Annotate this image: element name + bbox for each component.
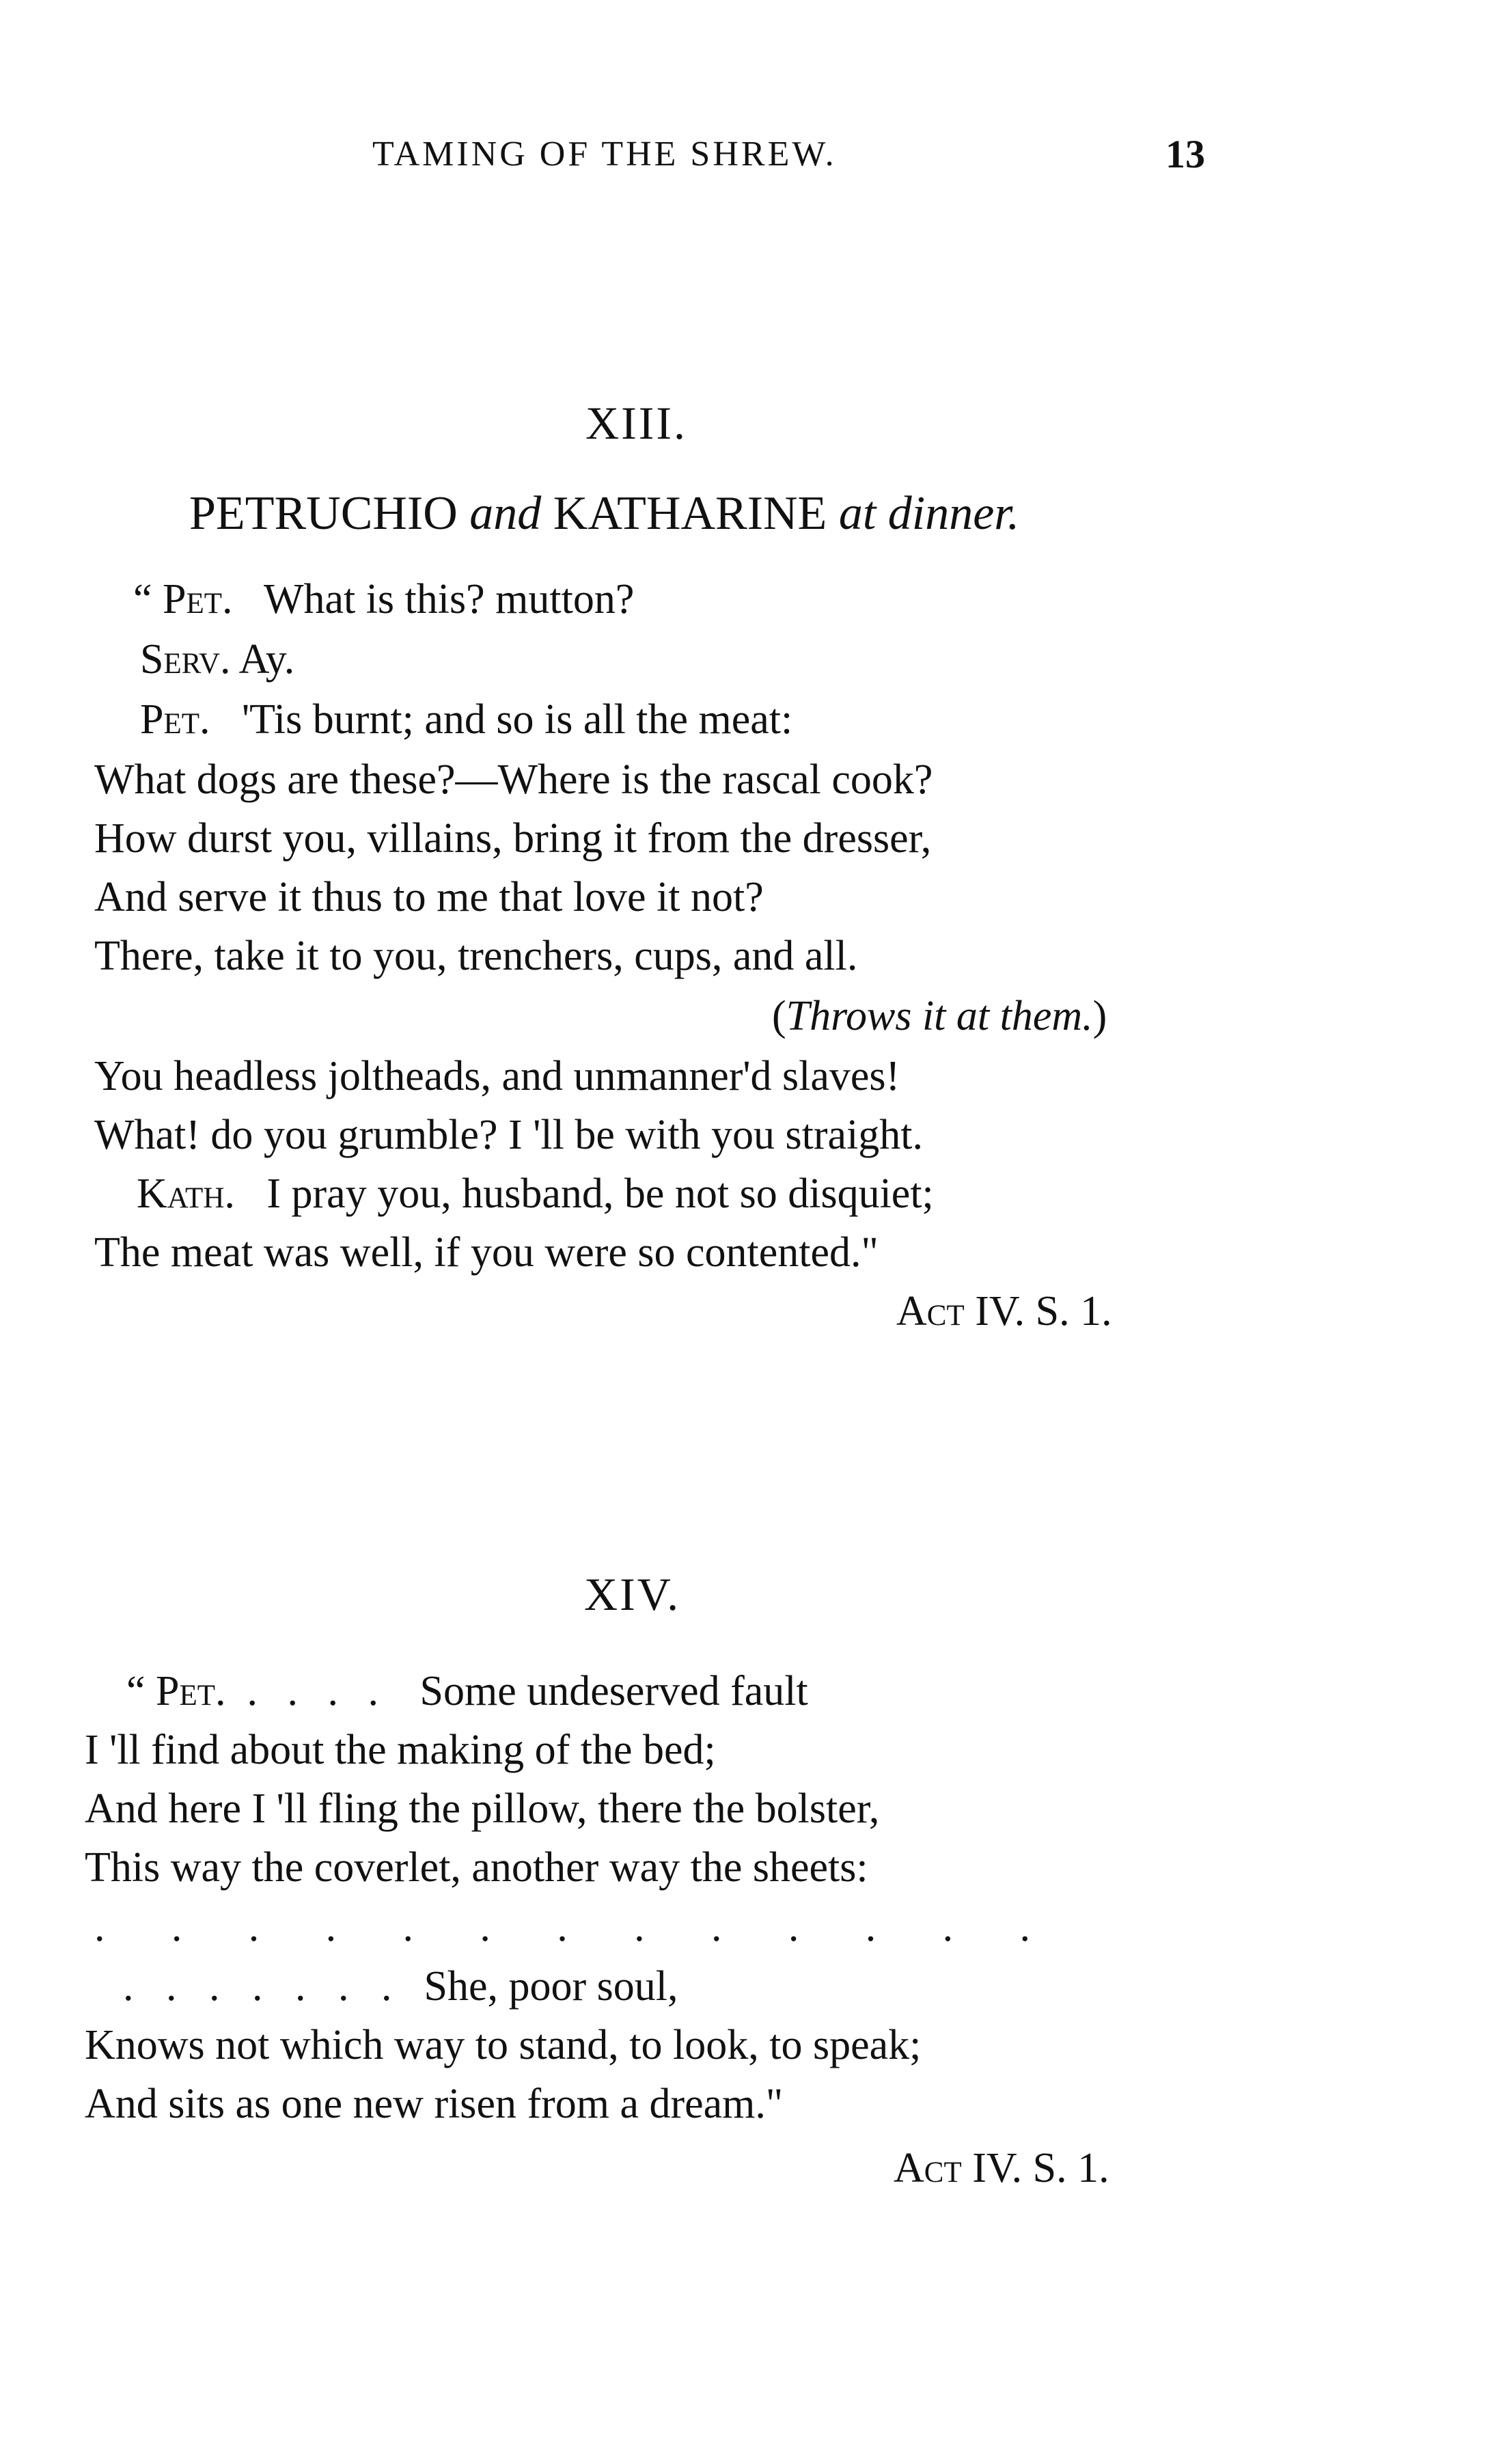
speaker-name: Kath. [137, 1171, 235, 1217]
verse-line: “ Pet. . . . . Some undeserved fault [126, 1668, 808, 1714]
citation-act: Act [896, 1288, 965, 1334]
running-head: TAMING OF THE SHREW. [372, 135, 837, 174]
act-scene-citation [896, 1287, 1112, 1336]
verse-line: What! do you grumble? I 'll be with you straight. [94, 1112, 924, 1158]
verse-line: And here I 'll fling the pillow, there the bolster, [85, 1785, 880, 1832]
ellipsis-dot: . [788, 1904, 799, 1950]
heading-name: PETRUCHIO [189, 487, 458, 540]
ellipsis-dot: . [557, 1904, 568, 1950]
ellipsis-dot: . [1019, 1904, 1030, 1950]
speaker-name: Serv. [140, 636, 231, 683]
ellipsis-dot: . [94, 1904, 105, 1950]
verse-line [140, 696, 792, 744]
line-text: I pray you, husband, be not so disquiet; [266, 1171, 934, 1217]
heading-name: KATHARINE [553, 487, 827, 540]
stage-direction-text: Throws it at them. [786, 993, 1093, 1039]
line-text: Ay. [238, 636, 295, 683]
verse-line: There, take it to you, trenchers, cups, and all. [94, 933, 858, 979]
speaker-name: Pet. [156, 1668, 226, 1714]
stage-direction: (Throws it at them.) [772, 993, 1107, 1039]
verse-line [140, 635, 294, 684]
ellipsis: . . . . . . . [123, 1963, 403, 2010]
ellipsis-dot: . [865, 1904, 876, 1950]
ellipsis-dot: . [171, 1904, 182, 1950]
verse-line: You headless joltheads, and unmanner'd slaves! [94, 1053, 900, 1099]
line-text: She, poor soul, [424, 1963, 678, 2010]
ellipsis: . . . . [247, 1668, 389, 1714]
verse-line: And sits as one new risen from a dream." [85, 2081, 784, 2127]
citation-scene: IV. S. 1. [972, 2145, 1109, 2191]
verse-line: This way the coverlet, another way the sheets: [85, 1844, 868, 1891]
verse-line: The meat was well, if you were so contented." [94, 1229, 879, 1276]
line-text: Some undeserved fault [419, 1668, 808, 1714]
speaker-name: Pet. [163, 576, 233, 622]
verse-line: And serve it thus to me that love it not? [94, 874, 764, 920]
heading-tail: at dinner. [838, 487, 1020, 540]
line-text: What is this? mutton? [263, 576, 635, 622]
verse-line [137, 1170, 934, 1218]
ellipsis-dot: . [634, 1904, 645, 1950]
heading-conjunction: and [469, 487, 542, 540]
ellipsis-dot: . [711, 1904, 722, 1950]
verse-line: I 'll find about the making of the bed; [85, 1727, 716, 1773]
line-text: 'Tis burnt; and so is all the meat: [242, 696, 793, 743]
ellipsis-dot: . [942, 1904, 954, 1950]
citation-scene: IV. S. 1. [975, 1288, 1112, 1334]
section-heading [189, 487, 1019, 541]
verse-line: Knows not which way to stand, to look, to speak; [85, 2022, 922, 2068]
ellipsis-dot: . [402, 1904, 413, 1950]
speaker-name: Pet. [140, 696, 210, 743]
section-numeral: XIII. [585, 397, 688, 449]
citation-act: Act [894, 2145, 962, 2191]
ellipsis-dot: . [248, 1904, 260, 1950]
ellipsis-dot: . [480, 1904, 491, 1950]
verse-line [123, 1962, 678, 2011]
section-numeral: XIV. [584, 1568, 681, 1620]
verse-line: What dogs are these?—Where is the rascal cook? [94, 756, 933, 803]
verse-line: How durst you, villains, bring it from the dresser, [94, 815, 932, 862]
ellipsis-row [94, 1903, 1030, 1952]
page-number: 13 [1165, 132, 1205, 176]
act-scene-citation [894, 2144, 1109, 2193]
ellipsis-dot: . [325, 1904, 337, 1950]
verse-line: “ Pet. What is this? mutton? [133, 576, 635, 622]
